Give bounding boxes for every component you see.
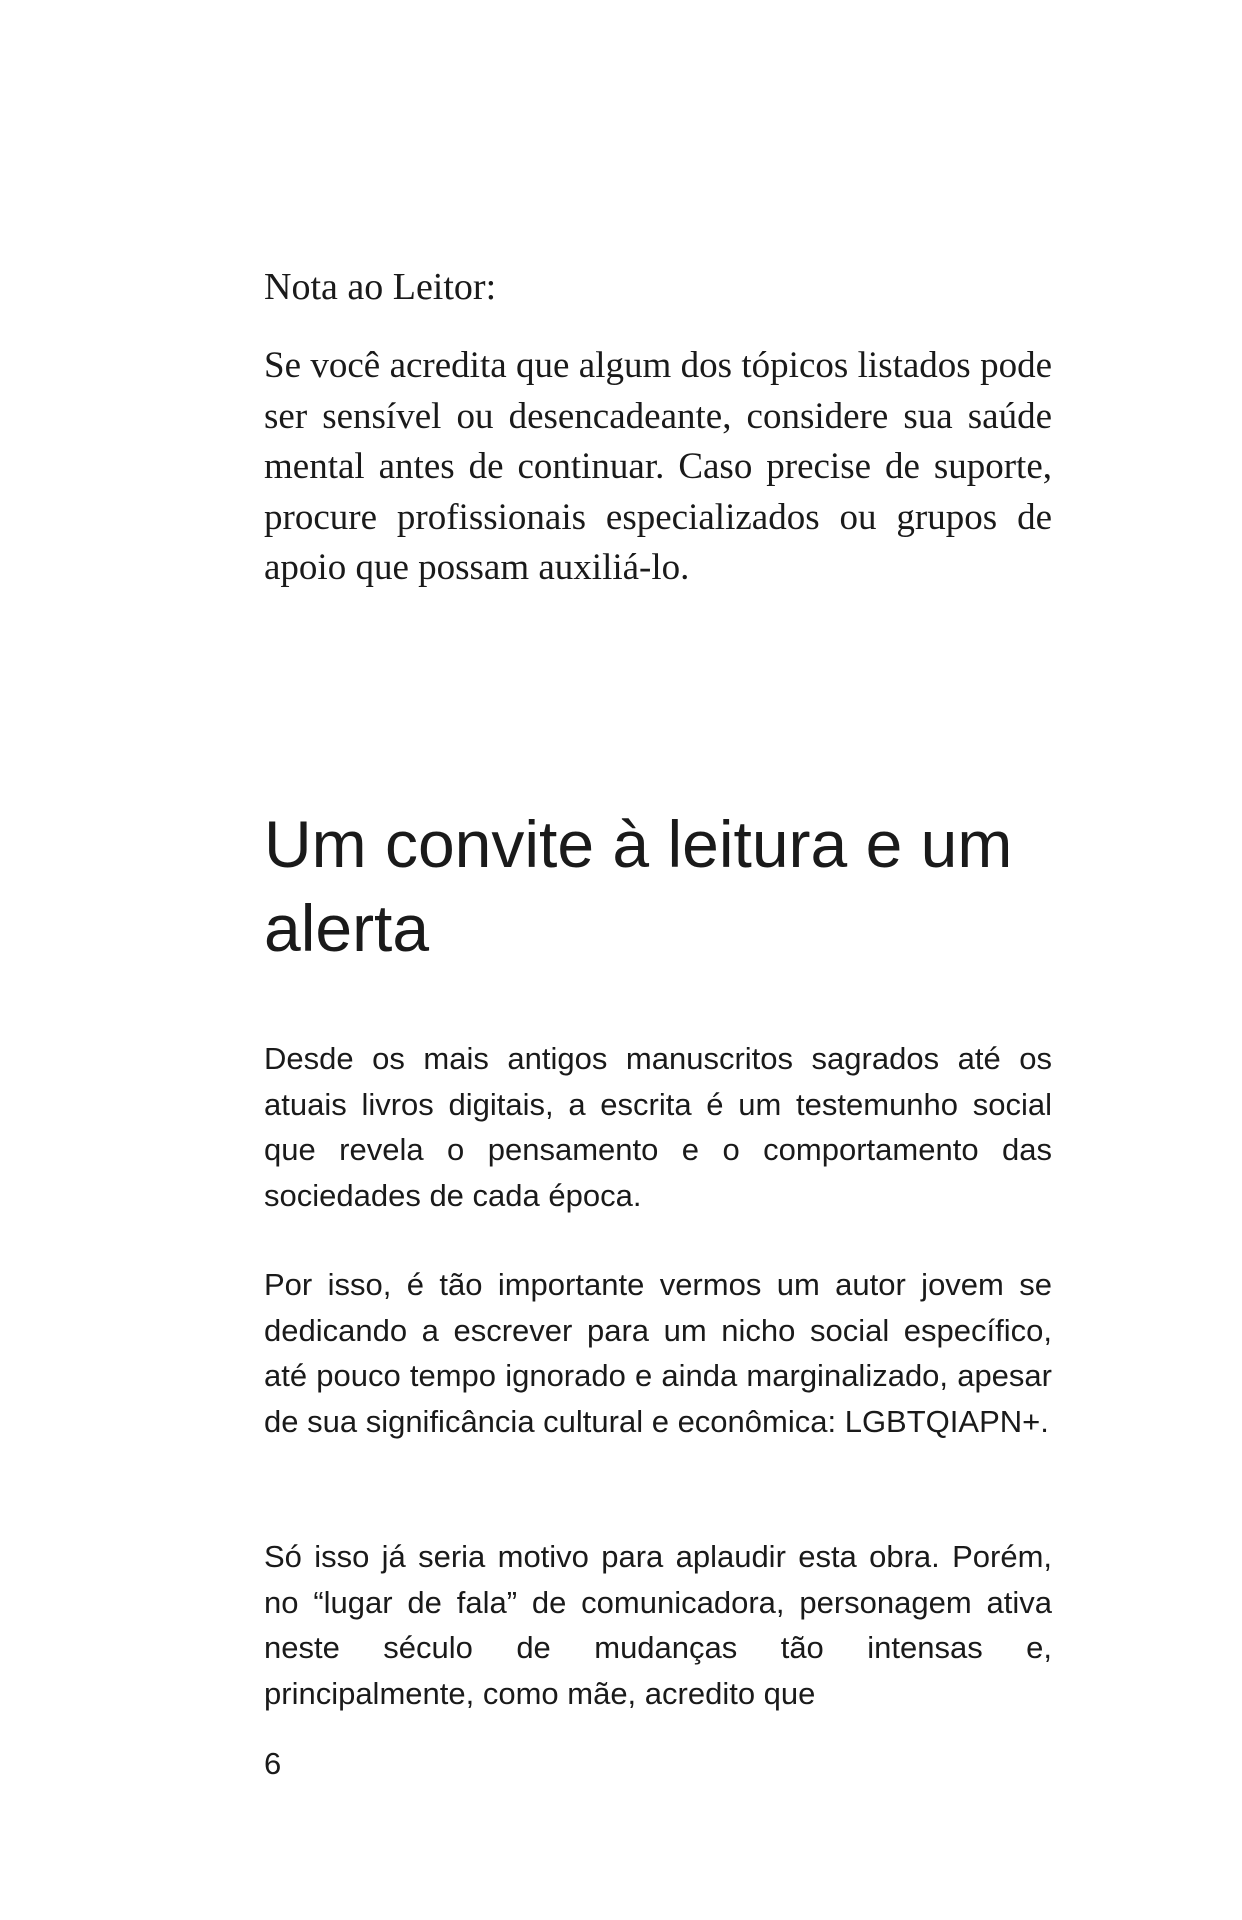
chapter-title: Um convite à leitura e um alerta [264,807,1013,965]
page-number: 6 [264,1746,282,1781]
chapter-paragraph: Desde os mais antigos manuscritos sagrados até os atuais livros digitais, a escrita é um testemunho social que revela o pensamento e o comportamento das sociedades de cada época. [264,1041,1052,1213]
book-page [264,0,1052,1920]
chapter-paragraph: Por isso, é tão importante vermos um autor jovem se dedicando a escrever para um nicho social específico, até pouco tempo ignorado e ainda marginalizado, apesar de sua significância cultural e econômica: LGBTQIAPN+. [264,1267,1052,1439]
chapter-paragraph: Só isso já seria motivo para aplaudir esta obra. Porém, no “lugar de fala” de comunicadora, personagem ativa neste século de mudanças tão intensas e, principalmente, como mãe, acredito que [264,1539,1052,1711]
note-body: Se você acredita que algum dos tópicos listados pode ser sensível ou desencadeante, considere sua saúde mental antes de continuar. Caso precise de suporte, procure profissionais especializados ou grupos de apoio que possam auxiliá-lo. [264,345,1052,588]
note-title: Nota ao Leitor: [264,266,497,308]
